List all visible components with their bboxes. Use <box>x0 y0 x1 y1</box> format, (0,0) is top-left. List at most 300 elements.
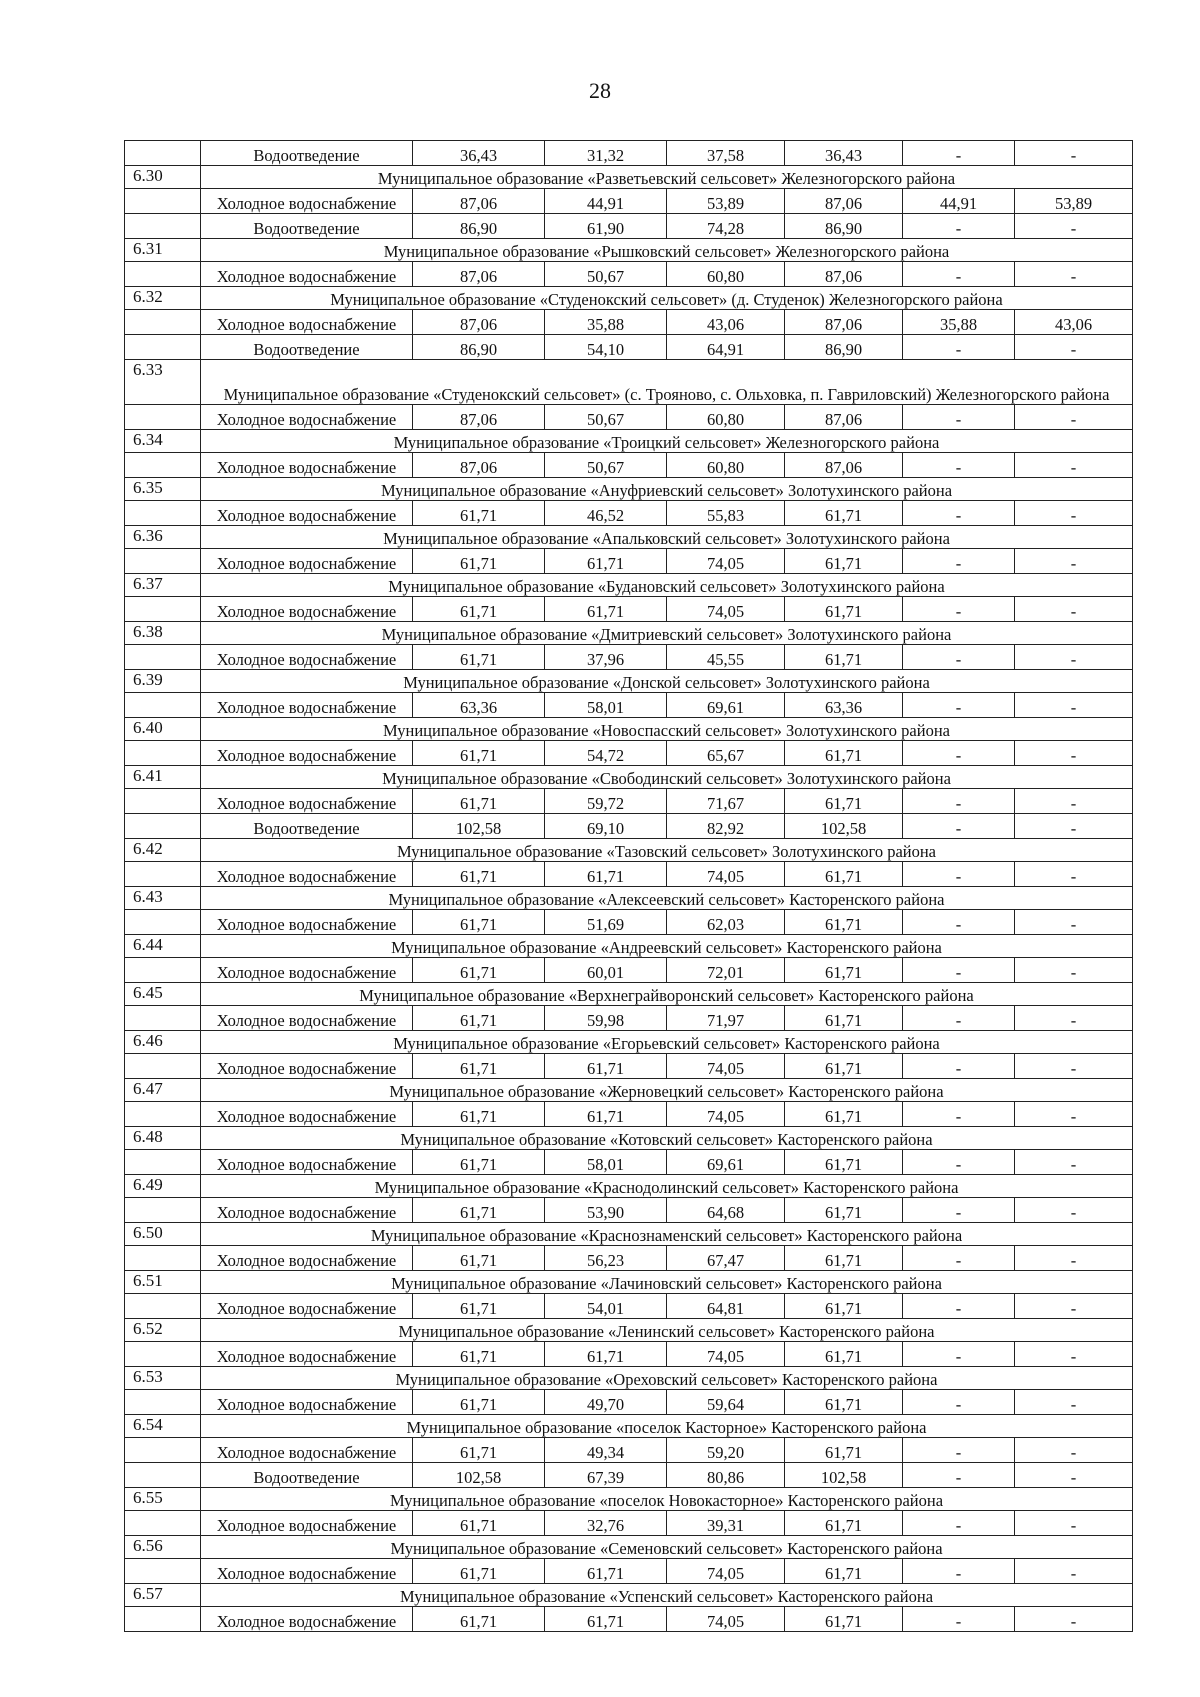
tariff-value: - <box>903 1390 1015 1415</box>
tariff-value: - <box>903 1054 1015 1079</box>
empty-number-cell <box>125 741 201 766</box>
tariff-value: 61,71 <box>785 1511 903 1536</box>
tariff-value: 87,06 <box>413 262 545 287</box>
municipality-title: Муниципальное образование «Дмитриевский сельсовет» Золотухинского района <box>201 622 1133 645</box>
tariff-value: - <box>903 1246 1015 1271</box>
tariff-value: 37,58 <box>667 141 785 166</box>
empty-number-cell <box>125 789 201 814</box>
tariff-value: - <box>1015 141 1133 166</box>
service-row <box>125 1342 1133 1367</box>
tariff-value: 86,90 <box>413 214 545 239</box>
municipality-row <box>125 1584 1133 1607</box>
tariff-value: 44,91 <box>545 189 667 214</box>
service-name: Холодное водоснабжение <box>201 958 413 983</box>
tariff-value: - <box>903 597 1015 622</box>
tariff-value: - <box>1015 453 1133 478</box>
municipality-title: Муниципальное образование «Студенокский сельсовет» (с. Трояново, с. Ольховка, п. Гавриловский) Железногорского района <box>201 360 1133 405</box>
tariff-value: - <box>1015 693 1133 718</box>
service-name: Холодное водоснабжение <box>201 1438 413 1463</box>
tariff-value: 61,71 <box>413 910 545 935</box>
tariff-value: 102,58 <box>413 1463 545 1488</box>
service-name: Холодное водоснабжение <box>201 693 413 718</box>
tariff-value: - <box>903 958 1015 983</box>
tariff-value: 61,71 <box>785 1006 903 1031</box>
row-number: 6.57 <box>125 1584 201 1607</box>
empty-number-cell <box>125 1438 201 1463</box>
tariff-value: - <box>903 1102 1015 1127</box>
service-row <box>125 1438 1133 1463</box>
tariff-value: 61,71 <box>785 1607 903 1632</box>
row-number: 6.35 <box>125 478 201 501</box>
tariff-value: 64,91 <box>667 335 785 360</box>
service-name: Холодное водоснабжение <box>201 501 413 526</box>
tariff-value: 61,71 <box>413 1511 545 1536</box>
tariff-value: 37,96 <box>545 645 667 670</box>
municipality-title: Муниципальное образование «Новоспасский сельсовет» Золотухинского района <box>201 718 1133 741</box>
tariff-value: 61,71 <box>785 1054 903 1079</box>
tariff-value: 63,36 <box>785 693 903 718</box>
service-name: Холодное водоснабжение <box>201 1342 413 1367</box>
service-name: Холодное водоснабжение <box>201 1102 413 1127</box>
tariff-value: - <box>1015 1102 1133 1127</box>
tariff-value: - <box>903 335 1015 360</box>
service-name: Холодное водоснабжение <box>201 405 413 430</box>
tariff-value: 87,06 <box>413 453 545 478</box>
service-name: Холодное водоснабжение <box>201 1054 413 1079</box>
tariff-value: - <box>1015 405 1133 430</box>
tariff-value: 61,71 <box>413 1246 545 1271</box>
tariff-value: 87,06 <box>413 189 545 214</box>
tariff-value: - <box>903 1294 1015 1319</box>
tariff-value: 61,71 <box>413 741 545 766</box>
tariff-value: - <box>903 910 1015 935</box>
tariff-value: 74,05 <box>667 549 785 574</box>
tariff-value: - <box>1015 1438 1133 1463</box>
tariff-value: 87,06 <box>785 405 903 430</box>
tariff-value: 60,01 <box>545 958 667 983</box>
empty-number-cell <box>125 453 201 478</box>
empty-number-cell <box>125 501 201 526</box>
tariff-value: - <box>903 1463 1015 1488</box>
tariff-value: 61,71 <box>785 1559 903 1584</box>
tariff-value: - <box>1015 910 1133 935</box>
tariff-value: 86,90 <box>785 335 903 360</box>
service-row <box>125 597 1133 622</box>
tariff-value: 53,89 <box>667 189 785 214</box>
service-name: Холодное водоснабжение <box>201 741 413 766</box>
service-row <box>125 1006 1133 1031</box>
tariff-value: - <box>903 141 1015 166</box>
empty-number-cell <box>125 335 201 360</box>
tariff-value: - <box>1015 501 1133 526</box>
municipality-row <box>125 1175 1133 1198</box>
row-number: 6.36 <box>125 526 201 549</box>
tariff-value: 102,58 <box>413 814 545 839</box>
service-name: Холодное водоснабжение <box>201 549 413 574</box>
empty-number-cell <box>125 1198 201 1223</box>
municipality-row <box>125 1079 1133 1102</box>
tariff-value: - <box>1015 262 1133 287</box>
service-name: Холодное водоснабжение <box>201 1294 413 1319</box>
tariff-value: 74,05 <box>667 597 785 622</box>
service-row <box>125 910 1133 935</box>
tariff-value: - <box>1015 1150 1133 1175</box>
tariff-value: - <box>1015 789 1133 814</box>
tariff-value: 61,71 <box>545 1342 667 1367</box>
row-number: 6.53 <box>125 1367 201 1390</box>
tariff-value: - <box>903 405 1015 430</box>
tariff-value: 60,80 <box>667 453 785 478</box>
service-row <box>125 1390 1133 1415</box>
empty-number-cell <box>125 1294 201 1319</box>
municipality-title: Муниципальное образование «Будановский сельсовет» Золотухинского района <box>201 574 1133 597</box>
tariff-value: 82,92 <box>667 814 785 839</box>
tariff-value: 69,10 <box>545 814 667 839</box>
municipality-row <box>125 166 1133 189</box>
tariff-value: 69,61 <box>667 693 785 718</box>
municipality-title: Муниципальное образование «Верхнеграйворонский сельсовет» Касторенского района <box>201 983 1133 1006</box>
empty-number-cell <box>125 214 201 239</box>
row-number: 6.48 <box>125 1127 201 1150</box>
row-number: 6.38 <box>125 622 201 645</box>
empty-number-cell <box>125 862 201 887</box>
service-row <box>125 141 1133 166</box>
tariff-value: - <box>903 814 1015 839</box>
tariff-value: 61,71 <box>413 1054 545 1079</box>
tariff-value: - <box>903 741 1015 766</box>
tariff-value: 61,71 <box>413 1150 545 1175</box>
municipality-row <box>125 935 1133 958</box>
service-name: Холодное водоснабжение <box>201 1390 413 1415</box>
service-row <box>125 1054 1133 1079</box>
tariff-value: 53,90 <box>545 1198 667 1223</box>
tariff-value: 61,71 <box>413 1198 545 1223</box>
tariff-value: 61,71 <box>785 645 903 670</box>
tariff-value: 69,61 <box>667 1150 785 1175</box>
municipality-row <box>125 1488 1133 1511</box>
service-row <box>125 501 1133 526</box>
tariff-value: 65,67 <box>667 741 785 766</box>
tariff-value: 49,70 <box>545 1390 667 1415</box>
service-name: Холодное водоснабжение <box>201 862 413 887</box>
tariff-value: - <box>1015 1463 1133 1488</box>
row-number: 6.55 <box>125 1488 201 1511</box>
tariff-value: 51,69 <box>545 910 667 935</box>
tariff-value: 56,23 <box>545 1246 667 1271</box>
municipality-row <box>125 766 1133 789</box>
tariff-value: - <box>903 1150 1015 1175</box>
municipality-title: Муниципальное образование «Котовский сельсовет» Касторенского района <box>201 1127 1133 1150</box>
tariff-value: - <box>903 1006 1015 1031</box>
tariff-value: - <box>1015 1198 1133 1223</box>
municipality-title: Муниципальное образование «Ленинский сельсовет» Касторенского района <box>201 1319 1133 1342</box>
service-row <box>125 189 1133 214</box>
tariff-value: 59,20 <box>667 1438 785 1463</box>
tariff-value: - <box>1015 1246 1133 1271</box>
tariff-value: - <box>903 693 1015 718</box>
municipality-row <box>125 839 1133 862</box>
municipality-row <box>125 718 1133 741</box>
municipality-title: Муниципальное образование «Егорьевский сельсовет» Касторенского района <box>201 1031 1133 1054</box>
service-row <box>125 1607 1133 1632</box>
service-name: Холодное водоснабжение <box>201 1150 413 1175</box>
row-number: 6.33 <box>125 360 201 405</box>
empty-number-cell <box>125 405 201 430</box>
municipality-row <box>125 1319 1133 1342</box>
tariff-value: 71,67 <box>667 789 785 814</box>
tariff-value: 61,71 <box>413 1102 545 1127</box>
empty-number-cell <box>125 910 201 935</box>
tariff-value: 58,01 <box>545 693 667 718</box>
service-name: Холодное водоснабжение <box>201 1559 413 1584</box>
tariff-value: 61,71 <box>545 862 667 887</box>
tariff-value: - <box>1015 741 1133 766</box>
service-row <box>125 1198 1133 1223</box>
municipality-title: Муниципальное образование «поселок Касторное» Касторенского района <box>201 1415 1133 1438</box>
municipality-title: Муниципальное образование «Троицкий сельсовет» Железногорского района <box>201 430 1133 453</box>
tariff-value: 74,05 <box>667 1054 785 1079</box>
tariff-value: - <box>1015 1054 1133 1079</box>
tariff-value: - <box>903 1342 1015 1367</box>
tariff-value: 87,06 <box>785 262 903 287</box>
tariff-value: 61,71 <box>413 1294 545 1319</box>
tariff-value: - <box>903 453 1015 478</box>
tariff-value: 61,71 <box>785 501 903 526</box>
tariff-value: 74,05 <box>667 1559 785 1584</box>
tariff-value: 59,72 <box>545 789 667 814</box>
empty-number-cell <box>125 1054 201 1079</box>
municipality-row <box>125 287 1133 310</box>
service-name: Холодное водоснабжение <box>201 789 413 814</box>
empty-number-cell <box>125 814 201 839</box>
service-row <box>125 1294 1133 1319</box>
service-row <box>125 453 1133 478</box>
municipality-row <box>125 239 1133 262</box>
municipality-row <box>125 887 1133 910</box>
tariff-value: 61,71 <box>413 645 545 670</box>
service-row <box>125 862 1133 887</box>
tariff-value: 50,67 <box>545 405 667 430</box>
service-row <box>125 310 1133 335</box>
tariff-value: 39,31 <box>667 1511 785 1536</box>
municipality-row <box>125 1271 1133 1294</box>
tariff-value: - <box>1015 1511 1133 1536</box>
tariff-value: 36,43 <box>413 141 545 166</box>
service-row <box>125 262 1133 287</box>
service-name: Холодное водоснабжение <box>201 262 413 287</box>
tariff-value: - <box>1015 1294 1133 1319</box>
row-number: 6.54 <box>125 1415 201 1438</box>
service-row <box>125 693 1133 718</box>
municipality-row <box>125 1415 1133 1438</box>
tariff-value: 45,55 <box>667 645 785 670</box>
empty-number-cell <box>125 262 201 287</box>
tariff-value: 59,98 <box>545 1006 667 1031</box>
service-row <box>125 1463 1133 1488</box>
row-number: 6.32 <box>125 287 201 310</box>
service-name: Холодное водоснабжение <box>201 1006 413 1031</box>
row-number: 6.47 <box>125 1079 201 1102</box>
tariff-value: 61,71 <box>785 1390 903 1415</box>
tariff-value: 61,71 <box>545 549 667 574</box>
tariff-value: 61,71 <box>785 862 903 887</box>
tariff-value: 61,71 <box>413 501 545 526</box>
row-number: 6.50 <box>125 1223 201 1246</box>
service-name: Водоотведение <box>201 141 413 166</box>
row-number: 6.34 <box>125 430 201 453</box>
row-number: 6.40 <box>125 718 201 741</box>
service-row <box>125 1102 1133 1127</box>
tariff-value: 61,71 <box>545 1607 667 1632</box>
tariff-value: - <box>1015 1342 1133 1367</box>
municipality-row <box>125 622 1133 645</box>
service-name: Водоотведение <box>201 814 413 839</box>
tariff-value: 74,05 <box>667 862 785 887</box>
tariff-value: 61,71 <box>413 789 545 814</box>
tariff-value: - <box>903 549 1015 574</box>
tariff-value: - <box>1015 1607 1133 1632</box>
tariff-value: 61,71 <box>545 1054 667 1079</box>
service-name: Холодное водоснабжение <box>201 645 413 670</box>
empty-number-cell <box>125 1559 201 1584</box>
service-name: Холодное водоснабжение <box>201 1246 413 1271</box>
tariff-table <box>124 140 1133 1632</box>
empty-number-cell <box>125 597 201 622</box>
service-row <box>125 335 1133 360</box>
tariff-value: 61,71 <box>785 1198 903 1223</box>
row-number: 6.44 <box>125 935 201 958</box>
row-number: 6.31 <box>125 239 201 262</box>
service-row <box>125 405 1133 430</box>
tariff-value: - <box>903 1438 1015 1463</box>
tariff-value: 53,89 <box>1015 189 1133 214</box>
municipality-title: Муниципальное образование «Алексеевский сельсовет» Касторенского района <box>201 887 1133 910</box>
row-number: 6.56 <box>125 1536 201 1559</box>
tariff-value: 61,71 <box>785 1438 903 1463</box>
row-number: 6.37 <box>125 574 201 597</box>
tariff-value: 49,34 <box>545 1438 667 1463</box>
municipality-title: Муниципальное образование «Рышковский сельсовет» Железногорского района <box>201 239 1133 262</box>
municipality-row <box>125 983 1133 1006</box>
row-number: 6.42 <box>125 839 201 862</box>
service-name: Холодное водоснабжение <box>201 597 413 622</box>
tariff-value: 61,71 <box>545 1559 667 1584</box>
tariff-value: 36,43 <box>785 141 903 166</box>
service-row <box>125 645 1133 670</box>
municipality-row <box>125 1127 1133 1150</box>
tariff-value: 87,06 <box>413 405 545 430</box>
tariff-value: 102,58 <box>785 814 903 839</box>
tariff-value: 74,05 <box>667 1342 785 1367</box>
tariff-value: - <box>903 1607 1015 1632</box>
service-row <box>125 1559 1133 1584</box>
tariff-value: 61,71 <box>545 597 667 622</box>
tariff-value: 64,68 <box>667 1198 785 1223</box>
tariff-value: - <box>1015 814 1133 839</box>
municipality-title: Муниципальное образование «Апальковский сельсовет» Золотухинского района <box>201 526 1133 549</box>
tariff-value: 61,71 <box>413 1006 545 1031</box>
row-number: 6.46 <box>125 1031 201 1054</box>
tariff-value: 87,06 <box>413 310 545 335</box>
tariff-value: 61,71 <box>413 1438 545 1463</box>
tariff-value: - <box>903 1511 1015 1536</box>
tariff-value: 61,71 <box>785 1150 903 1175</box>
tariff-value: 67,39 <box>545 1463 667 1488</box>
tariff-value: 54,72 <box>545 741 667 766</box>
tariff-value: - <box>1015 645 1133 670</box>
municipality-row <box>125 1536 1133 1559</box>
tariff-value: 74,05 <box>667 1607 785 1632</box>
service-name: Холодное водоснабжение <box>201 1198 413 1223</box>
tariff-value: 61,71 <box>413 1390 545 1415</box>
row-number: 6.41 <box>125 766 201 789</box>
service-row <box>125 214 1133 239</box>
municipality-title: Муниципальное образование «Ореховский сельсовет» Касторенского района <box>201 1367 1133 1390</box>
tariff-value: 60,80 <box>667 262 785 287</box>
municipality-row <box>125 1223 1133 1246</box>
empty-number-cell <box>125 1511 201 1536</box>
tariff-value: - <box>903 789 1015 814</box>
empty-number-cell <box>125 1607 201 1632</box>
municipality-title: Муниципальное образование «Донской сельсовет» Золотухинского района <box>201 670 1133 693</box>
tariff-value: 43,06 <box>1015 310 1133 335</box>
tariff-value: 87,06 <box>785 310 903 335</box>
service-row <box>125 1246 1133 1271</box>
tariff-value: - <box>1015 1006 1133 1031</box>
municipality-title: Муниципальное образование «Андреевский сельсовет» Касторенского района <box>201 935 1133 958</box>
municipality-title: Муниципальное образование «Краснознаменский сельсовет» Касторенского района <box>201 1223 1133 1246</box>
row-number: 6.39 <box>125 670 201 693</box>
tariff-value: 87,06 <box>785 453 903 478</box>
tariff-value: 44,91 <box>903 189 1015 214</box>
municipality-row <box>125 1031 1133 1054</box>
municipality-row <box>125 670 1133 693</box>
row-number: 6.30 <box>125 166 201 189</box>
tariff-value: 55,83 <box>667 501 785 526</box>
tariff-value: - <box>1015 214 1133 239</box>
tariff-value: 61,71 <box>545 1102 667 1127</box>
tariff-value: 61,71 <box>413 1607 545 1632</box>
tariff-value: 61,71 <box>785 1294 903 1319</box>
page-number: 28 <box>589 78 611 103</box>
tariff-value: 35,88 <box>903 310 1015 335</box>
tariff-value: 102,58 <box>785 1463 903 1488</box>
tariff-value: - <box>1015 958 1133 983</box>
tariff-value: 87,06 <box>785 189 903 214</box>
empty-number-cell <box>125 189 201 214</box>
empty-number-cell <box>125 549 201 574</box>
tariff-value: - <box>1015 1559 1133 1584</box>
tariff-value: - <box>1015 1390 1133 1415</box>
tariff-value: - <box>903 645 1015 670</box>
tariff-value: 80,86 <box>667 1463 785 1488</box>
row-number: 6.45 <box>125 983 201 1006</box>
tariff-value: 59,64 <box>667 1390 785 1415</box>
municipality-title: Муниципальное образование «Семеновский сельсовет» Касторенского района <box>201 1536 1133 1559</box>
tariff-value: 60,80 <box>667 405 785 430</box>
tariff-value: 61,71 <box>413 862 545 887</box>
service-name: Холодное водоснабжение <box>201 1511 413 1536</box>
service-name: Водоотведение <box>201 214 413 239</box>
municipality-row <box>125 526 1133 549</box>
empty-number-cell <box>125 1246 201 1271</box>
empty-number-cell <box>125 645 201 670</box>
tariff-value: 71,97 <box>667 1006 785 1031</box>
service-row <box>125 958 1133 983</box>
tariff-value: - <box>1015 597 1133 622</box>
municipality-title: Муниципальное образование «поселок Новокасторное» Касторенского района <box>201 1488 1133 1511</box>
service-row <box>125 549 1133 574</box>
